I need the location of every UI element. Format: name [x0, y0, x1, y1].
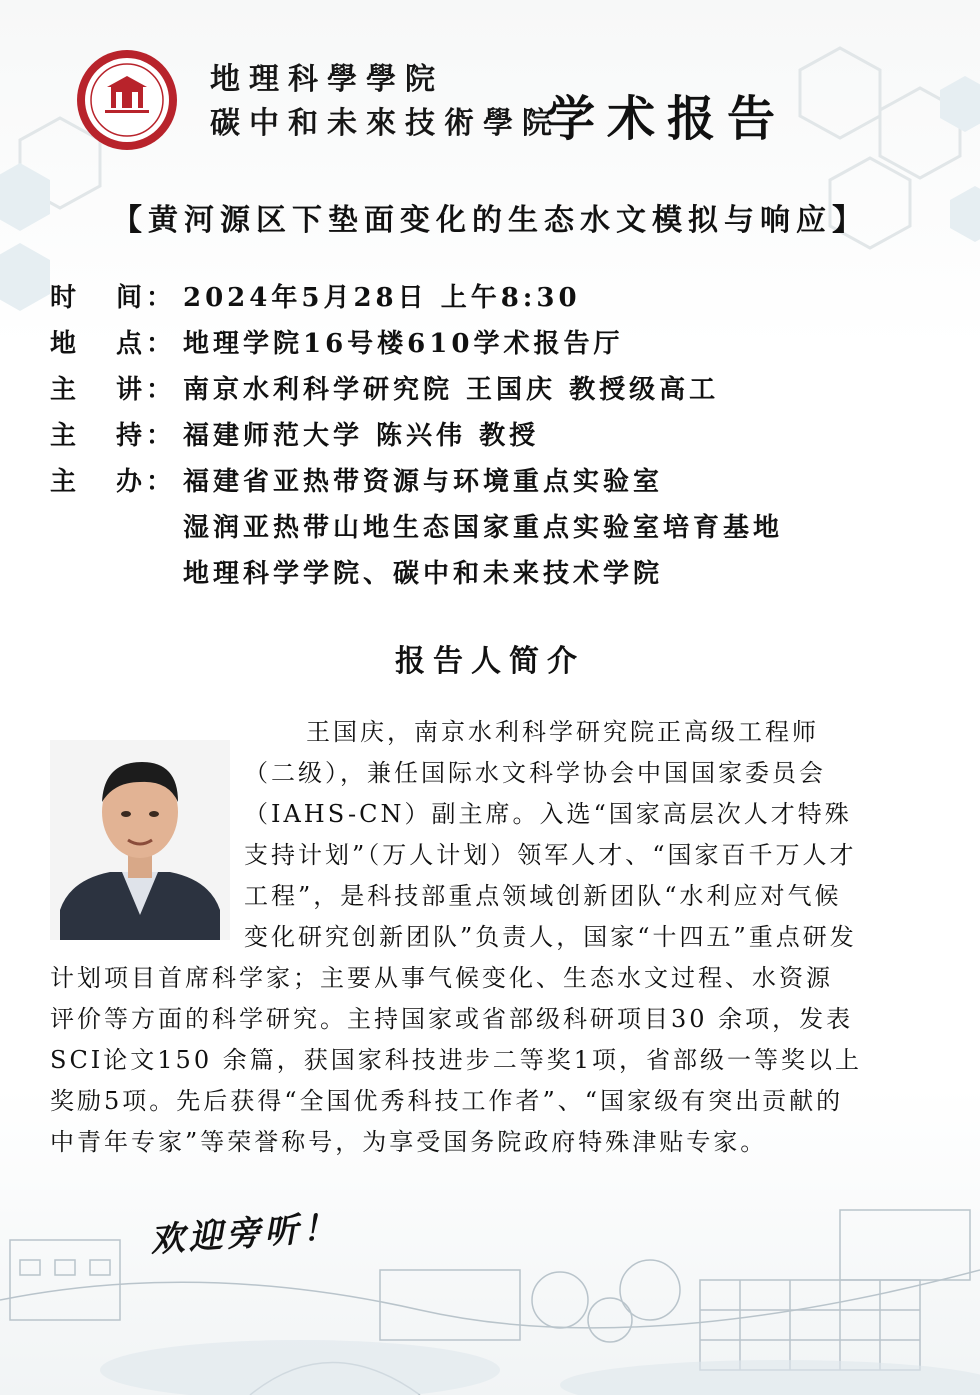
place-label-1: 地 [50, 329, 81, 359]
bio-line-11: 中青年专家”等荣誉称号，为享受国务院政府特殊津贴专家。 [50, 1128, 768, 1156]
organizer-label-1: 主 [50, 467, 81, 497]
time-label-2: 间： [116, 283, 177, 313]
time-label-1: 时 [50, 283, 81, 313]
report-title: 学术报告 [547, 91, 788, 147]
place-value: 地理学院16号楼610学术报告厅 [183, 329, 624, 359]
bio-line-2: （二级），兼任国际水文科学协会中国国家委员会 [244, 759, 826, 787]
speaker-label-1: 主 [50, 375, 81, 405]
talk-title: 【黄河源区下垫面变化的生态水文模拟与响应】 [112, 203, 868, 238]
bio-line-4: 支持计划”（万人计划）领军人才、“国家百千万人才 [244, 841, 857, 869]
organizer-value-3: 地理科学学院、碳中和未来技术学院 [183, 559, 664, 589]
bio-line-7: 计划项目首席科学家；主要从事气候变化、生态水文过程、水资源 [50, 964, 833, 992]
bio-line-5: 工程”，是科技部重点领域创新团队“水利应对气候 [244, 882, 842, 910]
organizer-label-2: 办： [116, 467, 177, 497]
header [75, 48, 935, 158]
speaker-value: 南京水利科学研究院 王国庆 教授级高工 [183, 375, 720, 405]
bio-heading: 报告人简介 [395, 644, 585, 679]
place-label-2: 点： [116, 329, 177, 359]
host-label-2: 持： [116, 421, 177, 451]
bio-line-6: 变化研究创新团队”负责人，国家“十四五”重点研发 [244, 923, 857, 951]
college-name-geography: 地理科學學院 [210, 62, 444, 97]
host-label-1: 主 [50, 421, 81, 451]
speaker-label-2: 讲： [116, 375, 177, 405]
college-name-carbon-neutral: 碳中和未來技術學院 [210, 106, 561, 141]
university-logo-icon [75, 48, 179, 152]
campus-sketch-decoration [0, 1150, 980, 1395]
bio-line-8: 评价等方面的科学研究。主持国家或省部级科研项目30 余项，发表 [50, 1005, 854, 1033]
time-value: 2024年5月28日 上午8:30 [183, 283, 581, 313]
college-names [210, 58, 561, 146]
organizer-value-1: 福建省亚热带资源与环境重点实验室 [183, 467, 664, 497]
speaker-photo [50, 740, 230, 940]
bio-line-1: 王国庆，南京水利科学研究院正高级工程师 [306, 718, 819, 746]
host-value: 福建师范大学 陈兴伟 教授 [183, 421, 540, 451]
bio-line-10: 奖励5项。先后获得“全国优秀科技工作者”、“国家级有突出贡献的 [50, 1087, 844, 1115]
welcome-text: 欢迎旁听！ [149, 1207, 342, 1261]
organizer-value-2: 湿润亚热带山地生态国家重点实验室培育基地 [183, 513, 784, 543]
bio-line-9: SCI论文150 余篇，获国家科技进步二等奖1项，省部级一等奖以上 [50, 1046, 862, 1074]
bio-line-3: （IAHS-CN）副主席。入选“国家高层次人才特殊 [244, 800, 852, 828]
